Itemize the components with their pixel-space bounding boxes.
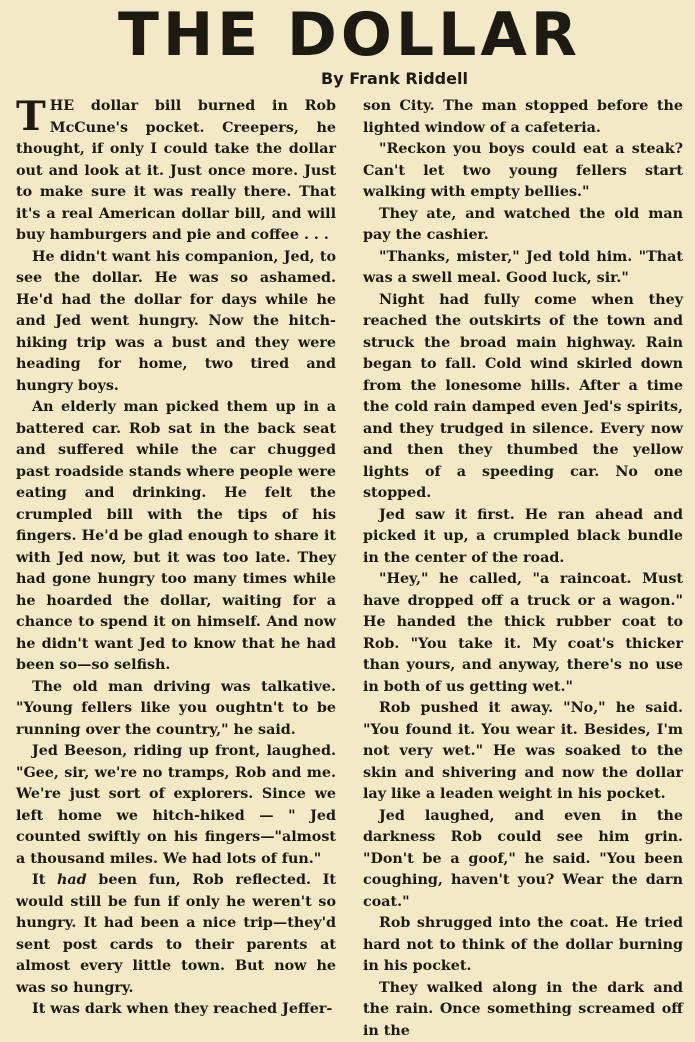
paragraph: An elderly man picked them up in a battered car. Rob sat in the back seat and suffered while the car chugged past roadside stands where people were eating and drinking. He felt the crumpled bill with the tips of his fingers. He'd be glad enough to share it with Jed now, but it was too late. They had gone hungry too many times while he hoarded the dollar, waiting for a chance to spend it on himself. And now he didn't want Jed to know that he had been so—so selfish. bbox=[16, 397, 336, 677]
story-title: THE DOLLAR bbox=[16, 0, 683, 68]
paragraph: The old man driving was talkative. "Young fellers like you oughtn't to be running over the country," he said. bbox=[16, 677, 336, 742]
paragraph: Rob shrugged into the coat. He tried hard not to think of the dollar burning in his pocket. bbox=[363, 913, 683, 978]
paragraph: "Thanks, mister," Jed told him. "That was a swell meal. Good luck, sir." bbox=[363, 247, 683, 290]
paragraph: son City. The man stopped before the lighted window of a cafeteria. bbox=[363, 96, 683, 139]
paragraph: It had been fun, Rob reflected. It would still be fun if only he weren't so hungry. It had been a nice trip—they'd sent post cards to their parents at almost every little town. But now he was so hungry. bbox=[16, 870, 336, 999]
paragraph: "Hey," he called, "a raincoat. Must have dropped off a truck or a wagon." He handed the thick rubber coat to Rob. "You take it. My coat's thicker than yours, and anyway, there's no use in both of us getting wet." bbox=[363, 569, 683, 698]
left-column bbox=[16, 96, 336, 1042]
paragraph: They walked along in the dark and the rain. Once something screamed off in the bbox=[363, 978, 683, 1042]
paragraph: Jed Beeson, riding up front, laughed. "Gee, sir, we're no tramps, Rob and me. We're just sort of explorers. Since we left home we hitch-hiked — " Jed counted swiftly on his fingers—"almost a thousand miles. We had lots of fun." bbox=[16, 741, 336, 870]
paragraph: Night had fully come when they reached the outskirts of the town and struck the broad main highway. Rain began to fall. Cold wind skirled down from the lonesome hills. After a time the cold rain damped even Jed's spirits, and they trudged in silence. Every now and then they thumbed the yellow lights of a speeding car. No one stopped. bbox=[363, 290, 683, 505]
paragraph: THE dollar bill burned in Rob McCune's pocket. Creepers, he thought, if only I could take the dollar out and look at it. Just once more. Just to make sure it was really there. That it's a real American dollar bill, and will buy hamburgers and pie and coffee . . . bbox=[16, 96, 336, 247]
paragraph: They ate, and watched the old man pay the cashier. bbox=[363, 204, 683, 247]
paragraph: Rob pushed it away. "No," he said. "You found it. You wear it. Besides, I'm not very wet." He was soaked to the skin and shivering and now the dollar lay like a leaden weight in his pocket. bbox=[363, 698, 683, 806]
right-column bbox=[363, 96, 683, 1042]
story-columns bbox=[16, 96, 683, 1042]
drop-cap: T bbox=[16, 99, 46, 135]
paragraph: "Reckon you boys could eat a steak? Can't let two young fellers start walking with empty bellies." bbox=[363, 139, 683, 204]
byline: By Frank Riddell bbox=[16, 68, 683, 90]
paragraph: Jed saw it first. He ran ahead and picked it up, a crumpled black bundle in the center of the road. bbox=[363, 505, 683, 570]
paragraph: Jed laughed, and even in the darkness Rob could see him grin. "Don't be a goof," he said. "You been coughing, haven't you? Wear the darn coat." bbox=[363, 806, 683, 914]
paragraph: He didn't want his companion, Jed, to see the dollar. He was so ashamed. He'd had the dollar for days while he and Jed went hungry. Now the hitch-hiking trip was a bust and they were heading for home, two tired and hungry boys. bbox=[16, 247, 336, 398]
paragraph: It was dark when they reached Jeffer- bbox=[16, 999, 336, 1021]
